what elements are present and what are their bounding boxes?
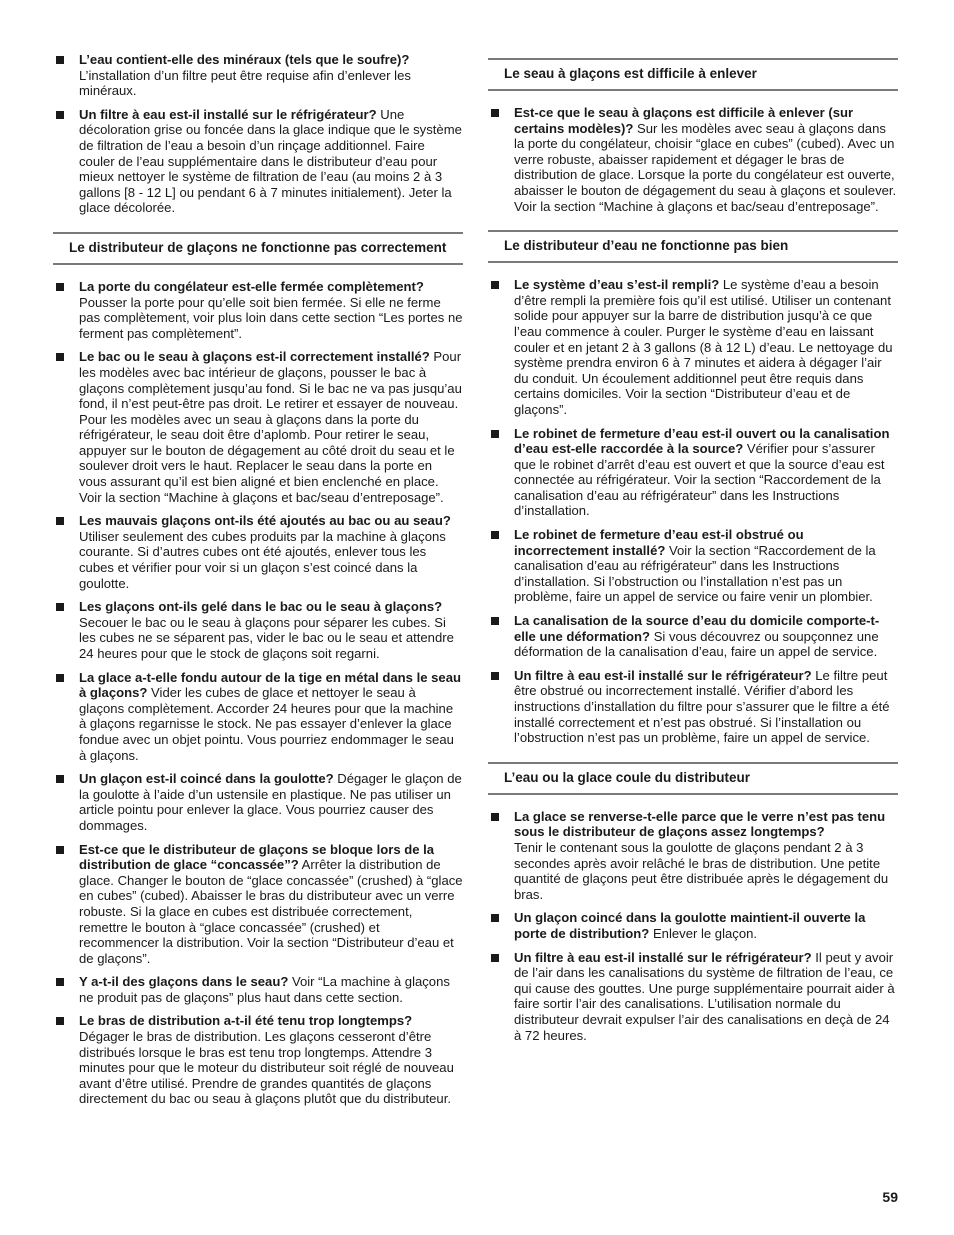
- item-answer: Voir la section “Raccordement de la canalisation d’eau au réfrigérateur” dans les Instructions d’installation. Si l’obstruction ou l’installation n’est pas un problème, faire un appel de service ou faire venir un plombier.: [514, 542, 876, 605]
- list-item: [488, 527, 898, 605]
- list-item: [53, 1013, 463, 1107]
- list-item: [53, 349, 463, 505]
- item-answer: L’installation d’un filtre peut être requise afin d’enlever les minéraux.: [79, 67, 411, 99]
- square-bullet-icon: [56, 283, 64, 291]
- list-item: [53, 974, 463, 1005]
- item-answer: Sur les modèles avec seau à glaçons dans la porte du congélateur, choisir “glace en cubes” (cubed). Avec un verre robuste, abaisser rapidement et dégager le bras de distribution de glace. Lorsque la porte du congélateur est ouverte, abaisser le bouton de dégagement du seau à glaçons et soulever. Voir la section “Machine à glaçons et bac/seau d’entreposage”.: [514, 120, 897, 214]
- item-question: La canalisation de la source d’eau du domicile comporte-t-elle une déformation?: [514, 613, 880, 644]
- item-answer: Secouer le bac ou le seau à glaçons pour séparer les cubes. Si les cubes ne se séparent pas, vider le bac ou le seau et attendre 24 heures pour que le stock de glaçons soit regarni.: [79, 614, 454, 661]
- section-heading: Le distributeur d’eau ne fonctionne pas bien: [488, 230, 898, 263]
- item-question: La glace se renverse-t-elle parce que le verre n’est pas tenu sous le distributeur de glaçons assez longtemps?: [514, 808, 886, 840]
- item-question: L’eau contient-elle des minéraux (tels que le soufre)?: [79, 52, 410, 67]
- square-bullet-icon: [56, 978, 64, 986]
- page-number: 59: [882, 1189, 898, 1205]
- item-answer: Le filtre peut être obstrué ou incorrectement installé. Vérifier d’abord les instructions d’installation du filtre pour s’assurer que le filtre a été installé correctement et n’est pas obstrué. Si l’installation ou l’obstruction n’est pas un problème, faire un appel de service.: [514, 667, 890, 746]
- item-question: La glace a-t-elle fondu autour de la tige en métal dans le seau à glaçons?: [79, 669, 461, 701]
- list-item: [53, 771, 463, 833]
- list-item: [488, 668, 898, 746]
- list-item: [53, 599, 463, 661]
- list-item: [488, 105, 898, 214]
- list-item: [488, 613, 898, 660]
- square-bullet-icon: [56, 111, 64, 119]
- list-item: [488, 950, 898, 1044]
- item-question: Est-ce que le seau à glaçons est difficile à enlever (sur certains modèles)?: [514, 105, 854, 136]
- square-bullet-icon: [56, 846, 64, 854]
- right-column: [488, 52, 898, 1051]
- square-bullet-icon: [491, 914, 499, 922]
- section-heading: Le distributeur de glaçons ne fonctionne pas correctement: [53, 232, 463, 265]
- square-bullet-icon: [491, 813, 499, 821]
- item-answer: Voir “La machine à glaçons ne produit pas de glaçons” plus haut dans cette section.: [79, 974, 450, 1005]
- item-question: Un glaçon est-il coincé dans la goulotte?: [79, 771, 334, 787]
- list-item: [488, 426, 898, 520]
- square-bullet-icon: [56, 603, 64, 611]
- square-bullet-icon: [491, 672, 499, 680]
- item-answer: Arrêter la distribution de glace. Changer le bouton de “glace concassée” (crushed) à “glace en cubes” (cubed). Abaisser le bras du distributeur avec un verre robuste. Si la glace en cubes est distribuée correctement, remettre le bouton à “glace concassée” (crushed) et recommencer la distribution. Voir la section “Distributeur d’eau et de glaçons”.: [79, 857, 463, 966]
- square-bullet-icon: [56, 674, 64, 682]
- item-answer: Vider les cubes de glace et nettoyer le seau à glaçons complètement. Accorder 24 heures pour que la machine à glaçons regarnisse le stock. Ne pas essayer d’enlever la glace fondue avec un objet pointu. Vous pourriez endommager le seau à glaçons.: [79, 685, 454, 763]
- square-bullet-icon: [491, 954, 499, 962]
- square-bullet-icon: [491, 617, 499, 625]
- item-question: Le bras de distribution a-t-il été tenu trop longtemps?: [79, 1013, 413, 1029]
- square-bullet-icon: [491, 109, 499, 117]
- item-question: Le robinet de fermeture d’eau est-il ouvert ou la canalisation d’eau est-elle raccordée à la source?: [514, 425, 890, 457]
- section-heading: L’eau ou la glace coule du distributeur: [488, 762, 898, 795]
- square-bullet-icon: [491, 281, 499, 289]
- list-item: [488, 910, 898, 941]
- square-bullet-icon: [56, 56, 64, 64]
- list-item: [53, 279, 463, 341]
- item-question: Y a-t-il des glaçons dans le seau?: [79, 974, 289, 990]
- item-question: Les glaçons ont-ils gelé dans le bac ou le seau à glaçons?: [79, 599, 443, 615]
- list-item: [53, 513, 463, 591]
- item-answer: Une décoloration grise ou foncée dans la glace indique que le système de filtration de l’eau a besoin d’un rinçage additionnel. Faire couler de l’eau supplémentaire dans le distributeur d’eau pour mieux nettoyer le système de filtration de l’eau (au moins 2 à 3 gallons [8 - 12 L] ou pendant 6 à 7 minutes initialement). Jeter la glace décolorée.: [79, 106, 462, 216]
- list-item: [53, 842, 463, 967]
- item-answer: Le système d’eau a besoin d’être rempli la première fois qu’il est utilisé. Utiliser un contenant solide pour appuyer sur la barre de distribution jusqu’à ce que l’eau commence à couler. Purger le système d’eau en laissant couler et en jetant 2 à 3 gallons (8 à 12 L) d’eau. Le nettoyage du système prendra environ 6 à 7 minutes et aidera à dégager l’air du conduit. Un écoulement additionnel peut être requis dans certains domiciles. Voir la section “Distributeur d’eau et de glaçons”.: [514, 277, 893, 417]
- square-bullet-icon: [56, 517, 64, 525]
- item-question: La porte du congélateur est-elle fermée complètement?: [79, 278, 424, 294]
- item-question: Un glaçon coincé dans la goulotte maintient-il ouverte la porte de distribution?: [514, 910, 866, 941]
- item-answer: Utiliser seulement des cubes produits par la machine à glaçons courante. Si d’autres cubes ont été ajoutés, enlever tous les cubes et vérifier pour voir si un glaçon s’est coincé dans la goulotte.: [79, 528, 446, 591]
- item-answer: Dégager le bras de distribution. Les glaçons cesseront d’être distribués lorsque le bras est tenu trop longtemps. Attendre 3 minutes pour que le moteur du distributeur soit réglé de nouveau avant d’être utilisé. Prendre de grandes quantités de glaçons directement du bac ou seau à glaçons plutôt que du distributeur.: [79, 1029, 454, 1107]
- list-item: [53, 52, 463, 99]
- square-bullet-icon: [56, 775, 64, 783]
- item-answer: Enlever le glaçon.: [652, 925, 758, 941]
- item-answer: Il peut y avoir de l’air dans les canalisations du système de filtration de l’eau, ce qui cause des gouttes. Une purge supplémentaire pourrait aider à faire sortir l’air des canalisations. L’utilisation normale du distributeur devrait expulser l’air des canalisations en deçà de 24 à 72 heures.: [514, 949, 895, 1043]
- square-bullet-icon: [56, 353, 64, 361]
- left-column: [53, 52, 463, 1115]
- item-answer: Pousser la porte pour qu’elle soit bien fermée. Si elle ne ferme pas complètement, voir plus loin dans cette section “Les portes ne ferment pas complètement”.: [79, 294, 463, 341]
- item-answer: Pour les modèles avec bac intérieur de glaçons, pousser le bac à glaçons complètement jusqu’au fond. Si le bac ne va pas jusqu’au fond, il n’est peut-être pas droit. Le retirer et essayer de nouveau. Pour les modèles avec un seau à glaçons dans la porte du réfrigérateur, le seau doit être d’aplomb. Pour retirer le seau, appuyer sur le bouton de dégagement au côté droit du seau et le soulever droit vers le haut. Replacer le seau dans la porte en vous assurant qu’il est bien aligné et bien enclenché en place. Voir la section “Machine à glaçons et bac/seau d’entreposage”.: [79, 349, 462, 505]
- item-question: Le système d’eau s’est-il rempli?: [514, 277, 720, 293]
- item-answer: Dégager le glaçon de la goulotte à l’aide d’un ustensile en plastique. Ne pas utiliser un article pointu pour enlever la glace. Vous pourriez causer des dommages.: [79, 771, 462, 833]
- item-question: Un filtre à eau est-il installé sur le réfrigérateur?: [79, 106, 377, 122]
- list-item: [53, 670, 463, 764]
- item-answer: Tenir le contenant sous la goulotte de glaçons pendant 2 à 3 secondes après avoir relâché le bras de distribution. Une petite quantité de glaçons peut être distribuée après le dégagement du bras.: [514, 839, 889, 902]
- item-question: Est-ce que le distributeur de glaçons se bloque lors de la distribution de glace “concassée”?: [79, 841, 435, 873]
- item-answer: Vérifier pour s’assurer que le robinet d’arrêt d’eau est ouvert et que la source d’eau est connectée au réfrigérateur. Voir la section “Raccordement de la canalisation d’eau au réfrigérateur” dans les Instructions d’installation.: [514, 441, 885, 519]
- list-item: [53, 107, 463, 216]
- item-question: Le bac ou le seau à glaçons est-il correctement installé?: [79, 349, 430, 365]
- item-question: Le robinet de fermeture d’eau est-il obstrué ou incorrectement installé?: [514, 527, 804, 558]
- item-question: Les mauvais glaçons ont-ils été ajoutés au bac ou au seau?: [79, 513, 451, 529]
- square-bullet-icon: [491, 430, 499, 438]
- square-bullet-icon: [56, 1017, 64, 1025]
- square-bullet-icon: [491, 531, 499, 539]
- list-item: [488, 277, 898, 417]
- item-question: Un filtre à eau est-il installé sur le réfrigérateur?: [514, 949, 812, 965]
- item-question: Un filtre à eau est-il installé sur le réfrigérateur?: [514, 667, 812, 683]
- item-answer: Si vous découvrez ou soupçonnez une déformation de la canalisation d’eau, faire un appel de service.: [514, 628, 879, 660]
- list-item: [488, 809, 898, 903]
- section-heading: Le seau à glaçons est difficile à enlever: [488, 58, 898, 91]
